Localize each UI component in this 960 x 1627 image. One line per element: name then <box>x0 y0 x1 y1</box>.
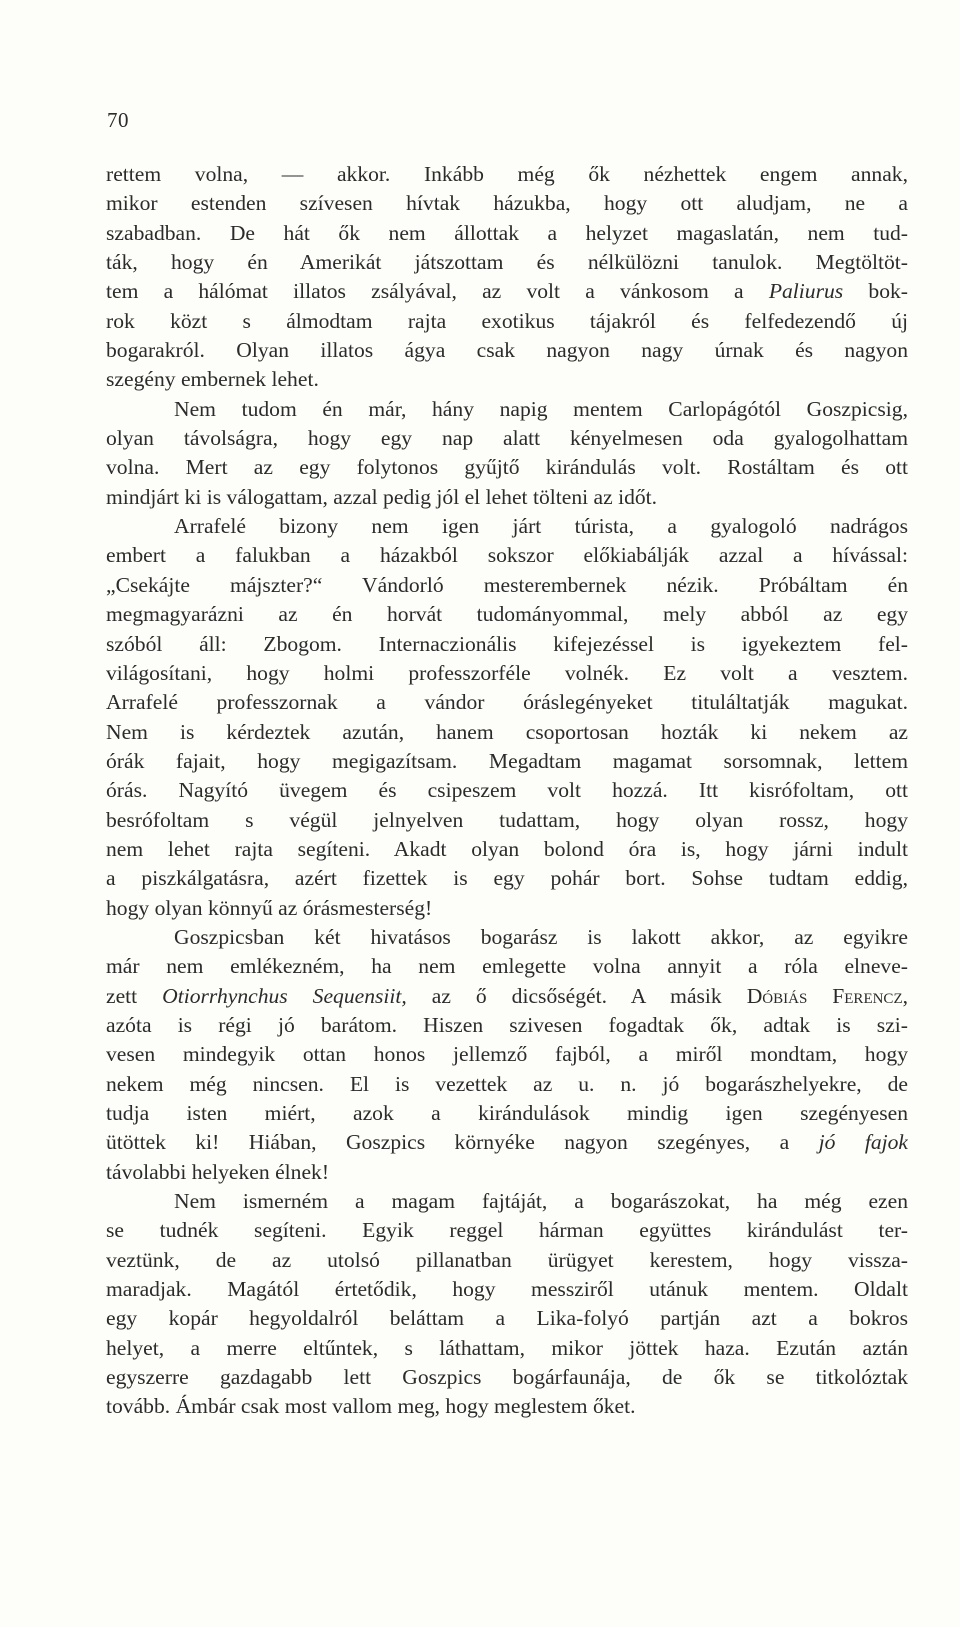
text-line: mikor estenden szívesen hívtak házukba, hogy ott aludjam, ne a <box>106 191 908 216</box>
text-line: már nem emlékezném, ha nem emlegette volna annyit a róla elneve- <box>106 954 908 979</box>
text-line: egyszerre gazdagabb lett Goszpics bogárfaunája, de ők se titkolóztak <box>106 1365 908 1390</box>
text-line <box>106 1128 908 1157</box>
body-text <box>106 160 908 1422</box>
text-line: olyan távolságra, hogy egy nap alatt kényelmesen oda gyalogolhattam <box>106 426 908 451</box>
text-line: Goszpicsban két hivatásos bogarász is lakott akkor, az egyikre <box>174 924 908 949</box>
text-line: a piszkálgatásra, azért fizettek is egy pohár bort. Sohse tudtam eddig, <box>106 866 908 891</box>
text-line: maradjak. Magától értetődik, hogy messziről utánuk mentem. Oldalt <box>106 1277 908 1302</box>
text-line: Arrafelé bizony nem igen járt túrista, a gyalogoló nadrágos <box>174 514 908 539</box>
italic-text: Otiorrhynchus Sequensiit, <box>162 983 407 1008</box>
text-line: egy kopár hegyoldalról beláttam a Lika-folyó partján azt a bokros <box>106 1306 908 1331</box>
text-run: ütöttek ki! Hiában, Goszpics környéke nagyon szegényes, a <box>106 1130 819 1155</box>
text-line: „Csekájte májszter?“ Vándorló mesterembernek nézik. Próbáltam én <box>106 572 908 597</box>
text-run: zett <box>106 983 163 1008</box>
text-line <box>106 277 908 306</box>
text-line <box>106 982 908 1011</box>
text-line: tovább. Ámbár csak most vallom meg, hogy meglestem őket. <box>106 1394 636 1419</box>
text-line: helyet, a merre eltűntek, s láthattam, mikor jöttek haza. Ezután aztán <box>106 1335 908 1360</box>
text-line: szegény embernek lehet. <box>106 367 319 392</box>
text-line: Nem tudom én már, hány napig mentem Carlopágótól Goszpicsig, <box>174 396 908 421</box>
text-line: bogarakról. Olyan illatos ágya csak nagyon nagy úrnak és nagyon <box>106 338 908 363</box>
text-line: Arrafelé professzornak a vándor óráslegényeket tituláltatják magukat. <box>106 690 908 715</box>
text-line: távolabbi helyeken élnek! <box>106 1159 330 1184</box>
small-caps-name: Dóbiás Ferencz, <box>746 983 908 1008</box>
text-line: nekem még nincsen. El is vezettek az u. n. jó bogarászhelyekre, de <box>106 1071 908 1096</box>
text-line: besrófoltam s végül jelnyelven tudattam, hogy olyan rossz, hogy <box>106 807 908 832</box>
text-line: mindjárt ki is válogattam, azzal pedig jól el lehet tölteni az időt. <box>106 484 658 509</box>
text-line: se tudnék segíteni. Egyik reggel hárman együttes kirándulást ter- <box>106 1218 908 1243</box>
text-line: szóból áll: Zbogom. Internaczionális kifejezéssel is igyekeztem fel- <box>106 631 908 656</box>
text-run: az ő dicsőségét. A másik <box>406 983 747 1008</box>
text-line: veztünk, de az utolsó pillanatban ürügyet kerestem, hogy vissza- <box>106 1247 908 1272</box>
italic-text: Paliurus <box>768 279 844 304</box>
text-run: bok- <box>843 279 908 304</box>
text-line: rok közt s álmodtam rajta exotikus tájakról és felfedezendő új <box>106 308 908 333</box>
text-line: tudja isten miért, azok a kirándulások mindig igen szegényesen <box>106 1101 908 1125</box>
text-line: Nem is kérdeztek azután, hanem csoportosan hozták ki nekem az <box>106 719 908 744</box>
italic-text: jó fajok <box>818 1130 908 1155</box>
page-number: 70 <box>107 108 129 132</box>
text-line: embert a falukban a házakból sokszor előkiabálják azzal a hívással: <box>106 543 908 568</box>
text-line: megmagyarázni az én horvát tudományommal, mely abból az egy <box>106 602 908 627</box>
text-line: azóta is régi jó barátom. Hiszen szivesen fogadtak ők, adtak is szi- <box>106 1012 908 1037</box>
text-line: nem lehet rajta segíteni. Akadt olyan bolond óra is, hogy járni indult <box>106 836 908 861</box>
text-line: szabadban. De hát ők nem állottak a helyzet magaslatán, nem tud- <box>106 220 908 245</box>
text-line: ták, hogy én Amerikát játszottam és nélkülözni tanulok. Megtöltöt- <box>106 250 908 275</box>
text-line: volna. Mert az egy folytonos gyűjtő kirándulás volt. Rostáltam és ott <box>106 455 908 480</box>
text-line: világosítani, hogy holmi professzorféle volnék. Ez volt a vesztem. <box>106 660 908 685</box>
text-line: Nem ismerném a magam fajtáját, a bogarászokat, ha még ezen <box>174 1189 908 1214</box>
text-run: tem a hálómat illatos zsályával, az volt a vánkosom a <box>106 279 769 304</box>
text-line: órák fajait, hogy megigazítsam. Megadtam magamat sorsomnak, lettem <box>106 748 908 773</box>
text-line: hogy olyan könnyű az órásmesterség! <box>106 895 433 920</box>
text-line: vesen mindegyik ottan honos jellemző fajból, a miről mondtam, hogy <box>106 1042 908 1067</box>
text-line: órás. Nagyító üvegem és csipeszem volt hozzá. Itt kisrófoltam, ott <box>106 778 908 803</box>
text-line: rettem volna, — akkor. Inkább még ők nézhettek engem annak, <box>106 162 908 186</box>
